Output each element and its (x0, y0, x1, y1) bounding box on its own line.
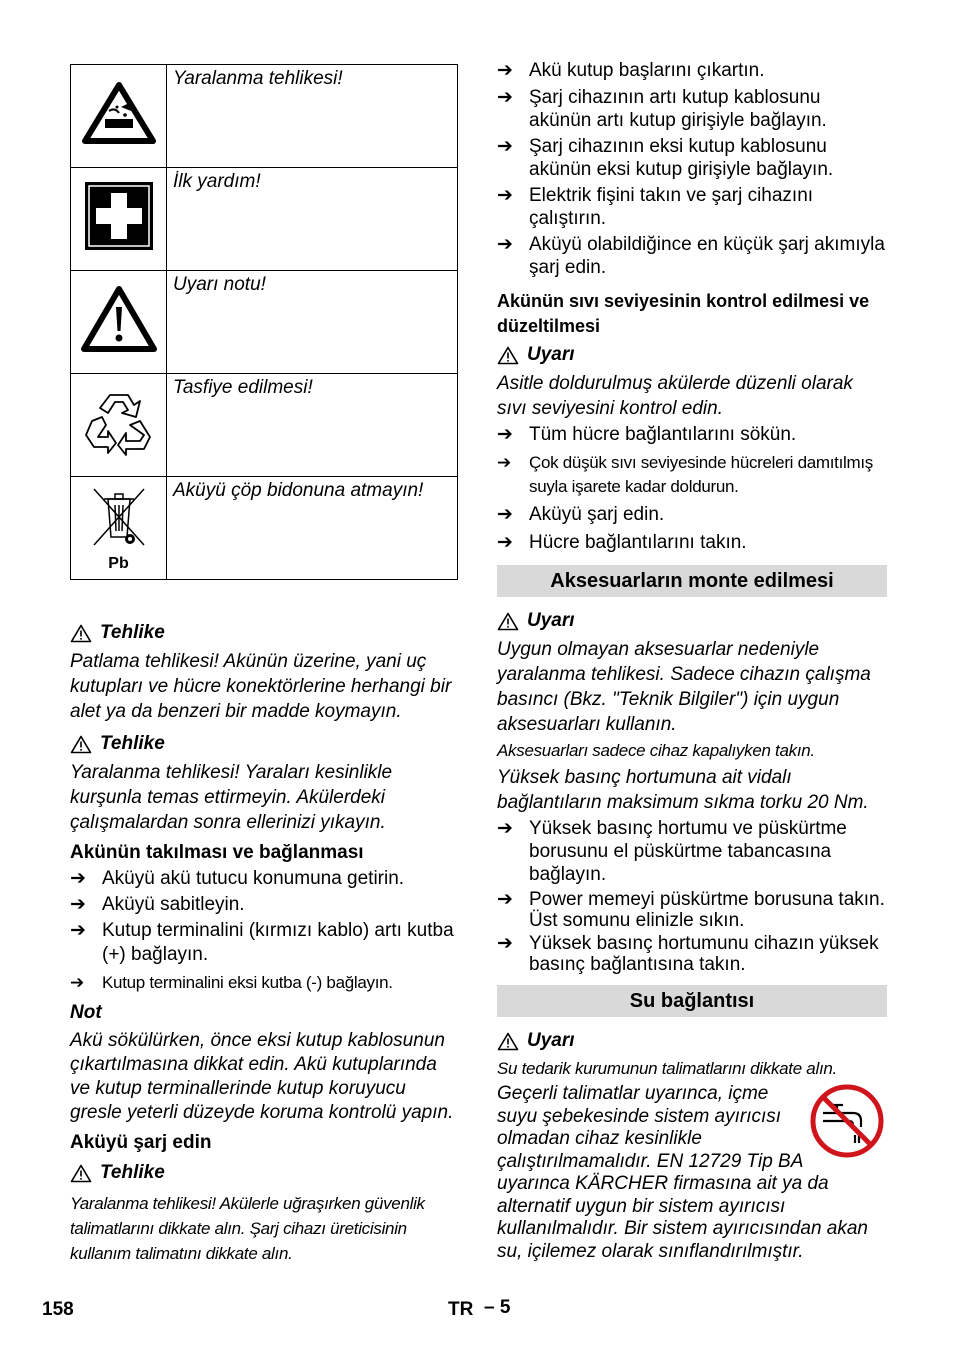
list-item: ➔ Elektrik fişini takın ve şarj cihazını çalıştırın. (497, 185, 814, 229)
bin-label: Pb (108, 554, 129, 572)
first-aid-icon (71, 168, 167, 271)
list-item: ➔ Şarj cihazının eksi kutup kablosunu akünün eksi kutup girişiyle bağlayın. (497, 136, 834, 180)
level-steps (497, 423, 887, 555)
symbol-row (71, 374, 458, 477)
symbol-text: Yaralanma tehlikesi! (167, 65, 458, 168)
warning-triangle-icon (497, 612, 519, 631)
warning-heading: Uyarı (497, 1029, 887, 1053)
warning-text: Su tedarik kurumunun talimatlarını dikkate alın. (497, 1059, 837, 1078)
symbol-text: İlk yardım! (167, 168, 458, 271)
symbol-text: Tasfiye edilmesi! (167, 374, 458, 477)
arrow-icon: ➔ (497, 424, 513, 445)
left-column (70, 621, 462, 1266)
section-heading: Akünün takılması ve bağlanması (70, 842, 364, 863)
symbol-text: Aküyü çöp bidonuna atmayın! (167, 477, 458, 580)
warning-triangle-icon (497, 346, 519, 365)
list-item: ➔ Yüksek basınç hortumunu cihazın yüksek basınç bağlantısına takın. (497, 933, 879, 975)
warning-triangle-icon (70, 624, 92, 643)
arrow-icon: ➔ (497, 453, 511, 472)
section-heading-bar: Aksesuarların monte edilmesi (497, 565, 887, 597)
list-item: ➔ Aküyü sabitleyin. (70, 894, 245, 915)
arrow-icon: ➔ (70, 894, 86, 915)
arrow-icon: ➔ (497, 60, 513, 81)
symbol-row (71, 477, 458, 580)
warning-text: Asitle doldurulmuş akülerde düzenli olarak sıvı seviyesini kontrol edin. (497, 373, 853, 419)
note-heading: Not (70, 1002, 102, 1023)
no-drinking-water-icon (809, 1083, 885, 1159)
warning-heading: Uyarı (497, 609, 887, 633)
arrow-icon: ➔ (497, 933, 513, 954)
danger-heading: Tehlike (70, 1161, 462, 1185)
arrow-icon: ➔ (497, 889, 513, 910)
crossed-bin-icon (71, 477, 167, 580)
arrow-icon: ➔ (497, 532, 513, 553)
danger-text: Patlama tehlikesi! Akünün üzerine, yani uç kutupları ve hücre konektörlerine herhangi bir alet ya da benzeri bir madde koymayın. (70, 651, 452, 722)
arrow-icon: ➔ (497, 87, 513, 108)
warning-triangle-icon (70, 735, 92, 754)
recycling-icon (71, 374, 167, 477)
warning-triangle-icon (497, 1032, 519, 1051)
warning-heading: Uyarı (497, 343, 887, 367)
list-item: ➔ Yüksek basınç hortumu ve püskürtme borusunu el püskürtme tabancasına bağlayın. (497, 818, 847, 885)
water-text-block (497, 1083, 887, 1263)
arrow-icon: ➔ (497, 818, 513, 839)
arrow-icon: ➔ (497, 234, 513, 255)
section-page: – 5 (484, 1297, 511, 1318)
warning-text: Uygun olmayan aksesuarlar nedeniyle yaralanma tehlikesi. Sadece cihazın çalışma basıncı (Bkz. "Teknik Bilgiler") için uygun aksesuarları kullanın. (497, 639, 871, 735)
section-heading: Akünün sıvı seviyesinin kontrol edilmesi ve düzeltilmesi (497, 291, 870, 336)
danger-text: Yaralanma tehlikesi! Yaraları kesinlikle kurşunla temas ettirmeyin. Akülerdeki çalışmalardan sonra ellerinizi yıkayın. (70, 762, 393, 833)
section-heading: Aküyü şarj edin (70, 1132, 212, 1153)
page-number: 158 (42, 1299, 74, 1320)
note-text: Akü sökülürken, önce eksi kutup kablosunun çıkartılmasına dikkat edin. Akü kutuplarında ve kutup terminallerinde kutup koruyucu gresle yeterli düzeyde koruma kontrolü yapın. (70, 1030, 454, 1123)
list-item: ➔ Çok düşük sıvı seviyesinde hücreleri damıtılmış suyla işarete kadar doldurun. (497, 453, 873, 496)
warning-text: Yüksek basınç hortumuna ait vidalı bağlantıların maksimum sıkma torku 20 Nm. (497, 767, 869, 813)
danger-heading: Tehlike (70, 621, 462, 645)
install-steps (70, 867, 462, 995)
list-item: ➔ Aküyü şarj edin. (497, 504, 665, 525)
warning-text: Geçerli talimatlar uyarınca, içme suyu şebekesinde sistem ayırıcısı olmadan cihaz kesinlikle çalıştırılmamalıdır. EN 12729 Tip BA uyarınca KÄRCHER firmasına ait ya da alternatif uygun bir sistem ayırıcısı kullanılmalıdır. Bir sistem ayırıcısından akan su, içilemez olarak sınıflandırılmıştır. (497, 1083, 868, 1262)
symbol-text: Uyarı notu! (167, 271, 458, 374)
arrow-icon: ➔ (497, 185, 513, 206)
list-item: ➔ Kutup terminalini (kırmızı kablo) artı kutba (+) bağlayın. (70, 920, 454, 965)
arrow-icon: ➔ (497, 136, 513, 157)
charge-steps (497, 59, 887, 279)
warning-triangle-icon (70, 1164, 92, 1183)
danger-heading: Tehlike (70, 732, 462, 756)
corrosive-hazard-icon (71, 65, 167, 168)
list-item: ➔ Kutup terminalini eksi kutba (-) bağlayın. (70, 971, 462, 995)
list-item: ➔ Power memeyi püskürtme borusuna takın. Üst somunu elinizle sıkın. (497, 889, 885, 931)
accessory-steps (497, 817, 887, 975)
symbol-table (70, 64, 458, 580)
list-item: ➔ Tüm hücre bağlantılarını sökün. (497, 424, 797, 445)
list-item: ➔ Şarj cihazının artı kutup kablosunu akünün artı kutup girişiyle bağlayın. (497, 87, 827, 131)
section-heading-bar: Su bağlantısı (497, 985, 887, 1017)
warning-triangle-icon (71, 271, 167, 374)
arrow-icon: ➔ (70, 920, 86, 941)
right-column (497, 59, 887, 1263)
list-item: ➔ Hücre bağlantılarını takın. (497, 532, 747, 553)
arrow-icon: ➔ (70, 868, 86, 889)
language-code: TR (448, 1299, 474, 1320)
arrow-icon: ➔ (497, 504, 513, 525)
arrow-icon: ➔ (70, 973, 84, 992)
symbol-row (71, 65, 458, 168)
symbol-row (71, 168, 458, 271)
list-item: ➔ Aküyü olabildiğince en küçük şarj akımıyla şarj edin. (497, 234, 885, 278)
list-item: ➔ Aküyü akü tutucu konumuna getirin. (70, 868, 405, 889)
list-item: ➔ Akü kutup başlarını çıkartın. (497, 60, 765, 81)
warning-text: Aksesuarları sadece cihaz kapalıyken takın. (497, 741, 815, 760)
symbol-row (71, 271, 458, 374)
danger-text: Yaralanma tehlikesi! Akülerle uğraşırken güvenlik talimatlarını dikkate alın. Şarj cihazı üreticisinin kullanım talimatını dikkate alın. (70, 1194, 425, 1263)
